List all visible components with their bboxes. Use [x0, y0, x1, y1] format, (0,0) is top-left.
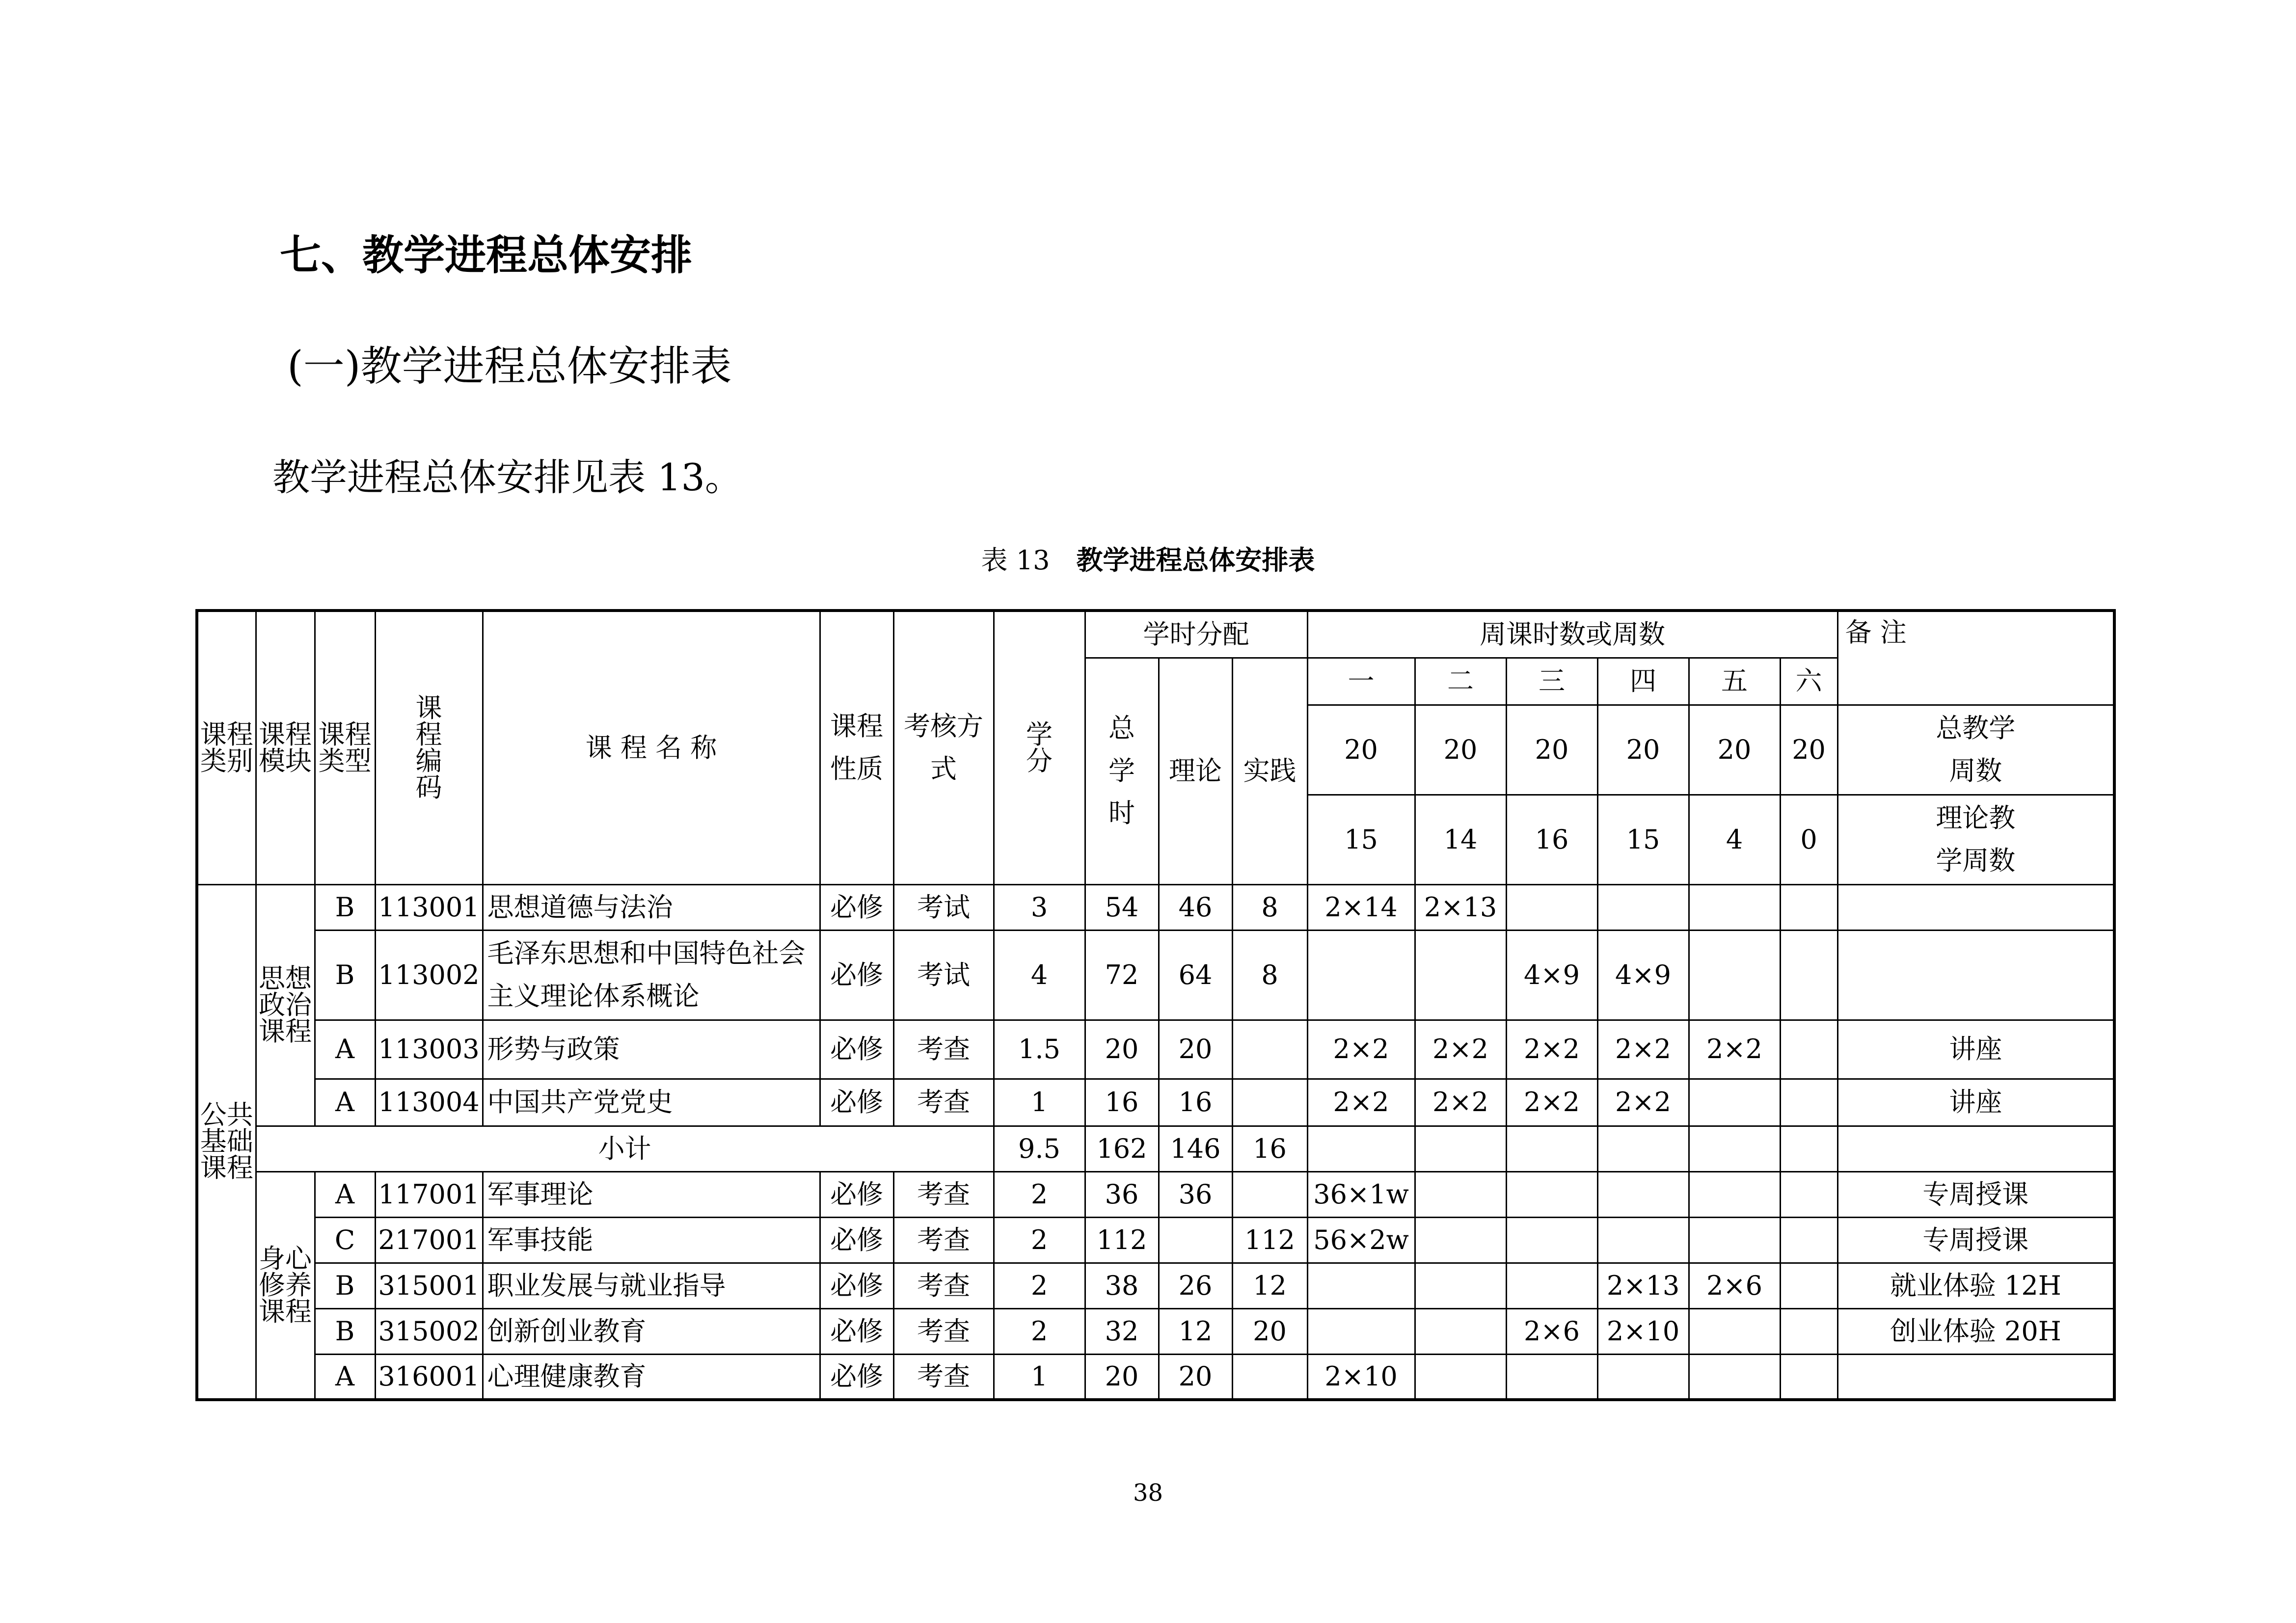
- subsection-heading: (一)教学进程总体安排表: [287, 342, 732, 390]
- course-semester-4: [1597, 1354, 1689, 1400]
- course-practice-hours: [1232, 1354, 1307, 1400]
- course-type: A: [315, 1020, 375, 1079]
- header-code: 课程编码: [375, 611, 483, 884]
- header-semester-5: 五: [1689, 658, 1780, 705]
- course-name: 中国共产党党史: [483, 1079, 820, 1126]
- course-credit: 2: [994, 1171, 1085, 1217]
- course-theory-hours: 26: [1159, 1263, 1232, 1308]
- header-semester-2: 二: [1415, 658, 1506, 705]
- course-total-hours: 54: [1085, 884, 1159, 930]
- course-theory-hours: [1159, 1217, 1232, 1263]
- course-assessment: 考查: [893, 1020, 994, 1079]
- course-total-hours: 32: [1085, 1308, 1159, 1354]
- course-semester-1: 2×14: [1307, 884, 1415, 930]
- course-remark: 专周授课: [1837, 1171, 2114, 1217]
- course-semester-3: [1506, 1354, 1597, 1400]
- table-row: [197, 1020, 2114, 1079]
- course-type: A: [315, 1079, 375, 1126]
- course-semester-5: 2×6: [1689, 1263, 1780, 1308]
- course-semester-1: [1307, 930, 1415, 1020]
- course-remark: [1837, 1354, 2114, 1400]
- table-row: [197, 1217, 2114, 1263]
- course-semester-3: [1506, 1217, 1597, 1263]
- course-credit: 1.5: [994, 1020, 1085, 1079]
- course-semester-2: 2×2: [1415, 1079, 1506, 1126]
- course-name: 军事技能: [483, 1217, 820, 1263]
- course-nature: 必修: [820, 930, 893, 1020]
- theory-weeks-1: 15: [1307, 795, 1415, 884]
- course-semester-2: [1415, 1308, 1506, 1354]
- course-name: 军事理论: [483, 1171, 820, 1217]
- course-assessment: 考查: [893, 1354, 994, 1400]
- course-semester-5: [1689, 1171, 1780, 1217]
- course-theory-hours: 64: [1159, 930, 1232, 1020]
- table-row: [197, 1171, 2114, 1217]
- course-assessment: 考查: [893, 1079, 994, 1126]
- course-type: C: [315, 1217, 375, 1263]
- course-semester-2: [1415, 1217, 1506, 1263]
- subtotal-credit: 9.5: [994, 1126, 1085, 1171]
- subtotal-semester-4: [1597, 1126, 1689, 1171]
- table-row: [197, 1079, 2114, 1126]
- course-nature: 必修: [820, 1263, 893, 1308]
- course-total-hours: 72: [1085, 930, 1159, 1020]
- course-semester-5: [1689, 1308, 1780, 1354]
- course-semester-6: [1780, 1217, 1837, 1263]
- course-assessment: 考查: [893, 1171, 994, 1217]
- course-semester-5: [1689, 1354, 1780, 1400]
- total-weeks-1: 20: [1307, 705, 1415, 795]
- course-type: B: [315, 930, 375, 1020]
- course-theory-hours: 12: [1159, 1308, 1232, 1354]
- course-name: 心理健康教育: [483, 1354, 820, 1400]
- theory-weeks-label: 理论教学周数: [1837, 795, 2114, 884]
- intro-paragraph: 教学进程总体安排见表 13。: [272, 455, 742, 499]
- table-row: [197, 1308, 2114, 1354]
- course-nature: 必修: [820, 1079, 893, 1126]
- header-assessment: 考核方式: [893, 611, 994, 884]
- subtotal-semester-6: [1780, 1126, 1837, 1171]
- course-semester-2: [1415, 1171, 1506, 1217]
- course-name: 创新创业教育: [483, 1308, 820, 1354]
- course-nature: 必修: [820, 1217, 893, 1263]
- course-theory-hours: 16: [1159, 1079, 1232, 1126]
- course-semester-4: 2×2: [1597, 1020, 1689, 1079]
- table-row: [197, 930, 2114, 1020]
- course-credit: 2: [994, 1217, 1085, 1263]
- header-type: 课程类型: [315, 611, 375, 884]
- total-weeks-6: 20: [1780, 705, 1837, 795]
- section-heading: 七、教学进程总体安排: [280, 231, 693, 279]
- course-practice-hours: 8: [1232, 884, 1307, 930]
- course-remark: 就业体验 12H: [1837, 1263, 2114, 1308]
- course-semester-3: [1506, 1171, 1597, 1217]
- header-remarks: 备 注: [1837, 611, 2114, 705]
- course-assessment: 考查: [893, 1263, 994, 1308]
- total-weeks-label: 总教学周数: [1837, 705, 2114, 795]
- course-practice-hours: [1232, 1171, 1307, 1217]
- course-practice-hours: [1232, 1079, 1307, 1126]
- course-theory-hours: 36: [1159, 1171, 1232, 1217]
- table-caption-label: 表 13: [981, 545, 1050, 576]
- course-credit: 4: [994, 930, 1085, 1020]
- course-semester-3: 2×2: [1506, 1020, 1597, 1079]
- course-assessment: 考试: [893, 884, 994, 930]
- header-module: 课程模块: [256, 611, 315, 884]
- course-nature: 必修: [820, 884, 893, 930]
- course-semester-1: [1307, 1263, 1415, 1308]
- course-semester-3: 2×2: [1506, 1079, 1597, 1126]
- header-semester-4: 四: [1597, 658, 1689, 705]
- subtotal-semester-2: [1415, 1126, 1506, 1171]
- course-semester-6: [1780, 1263, 1837, 1308]
- course-semester-5: [1689, 884, 1780, 930]
- theory-weeks-2: 14: [1415, 795, 1506, 884]
- header-weekly-group: 周课时数或周数: [1307, 611, 1837, 658]
- course-semester-5: [1689, 1079, 1780, 1126]
- subtotal-semester-1: [1307, 1126, 1415, 1171]
- course-semester-3: 2×6: [1506, 1308, 1597, 1354]
- subtotal-semester-5: [1689, 1126, 1780, 1171]
- header-practice: 实践: [1232, 658, 1307, 884]
- header-nature: 课程性质: [820, 611, 893, 884]
- course-credit: 1: [994, 1354, 1085, 1400]
- course-nature: 必修: [820, 1354, 893, 1400]
- course-total-hours: 38: [1085, 1263, 1159, 1308]
- course-semester-1: [1307, 1308, 1415, 1354]
- theory-weeks-3: 16: [1506, 795, 1597, 884]
- course-practice-hours: 112: [1232, 1217, 1307, 1263]
- page-number: 38: [1133, 1479, 1163, 1507]
- course-code: 315001: [375, 1263, 483, 1308]
- theory-weeks-5: 4: [1689, 795, 1780, 884]
- total-weeks-5: 20: [1689, 705, 1780, 795]
- course-code: 316001: [375, 1354, 483, 1400]
- header-semester-1: 一: [1307, 658, 1415, 705]
- course-remark: 讲座: [1837, 1020, 2114, 1079]
- course-semester-5: [1689, 930, 1780, 1020]
- table-caption-title: 教学进程总体安排表: [1076, 545, 1315, 576]
- course-semester-6: [1780, 1079, 1837, 1126]
- course-nature: 必修: [820, 1020, 893, 1079]
- course-type: B: [315, 884, 375, 930]
- course-credit: 3: [994, 884, 1085, 930]
- header-semester-6: 六: [1780, 658, 1837, 705]
- course-semester-1: 36×1w: [1307, 1171, 1415, 1217]
- course-total-hours: 36: [1085, 1171, 1159, 1217]
- course-code: 217001: [375, 1217, 483, 1263]
- course-practice-hours: 8: [1232, 930, 1307, 1020]
- course-semester-1: 2×10: [1307, 1354, 1415, 1400]
- course-semester-6: [1780, 884, 1837, 930]
- subtotal-total-hours: 162: [1085, 1126, 1159, 1171]
- course-semester-1: 2×2: [1307, 1079, 1415, 1126]
- course-semester-2: [1415, 930, 1506, 1020]
- category-public-basic: 公共基础课程: [197, 884, 256, 1400]
- course-remark: 讲座: [1837, 1079, 2114, 1126]
- course-semester-3: [1506, 1263, 1597, 1308]
- total-weeks-3: 20: [1506, 705, 1597, 795]
- course-code: 113001: [375, 884, 483, 930]
- course-name: 职业发展与就业指导: [483, 1263, 820, 1308]
- subtotal-remark: [1837, 1126, 2114, 1171]
- course-semester-5: [1689, 1217, 1780, 1263]
- course-remark: 专周授课: [1837, 1217, 2114, 1263]
- course-semester-6: [1780, 1171, 1837, 1217]
- subtotal-practice-hours: 16: [1232, 1126, 1307, 1171]
- course-code: 113002: [375, 930, 483, 1020]
- course-semester-4: [1597, 1217, 1689, 1263]
- course-code: 315002: [375, 1308, 483, 1354]
- course-semester-3: 4×9: [1506, 930, 1597, 1020]
- course-semester-6: [1780, 1020, 1837, 1079]
- course-code: 113003: [375, 1020, 483, 1079]
- header-name: 课 程 名 称: [483, 611, 820, 884]
- subtotal-theory-hours: 146: [1159, 1126, 1232, 1171]
- table-row: [197, 1263, 2114, 1308]
- header-hours-group: 学时分配: [1085, 611, 1307, 658]
- course-credit: 2: [994, 1308, 1085, 1354]
- course-type: A: [315, 1354, 375, 1400]
- course-total-hours: 20: [1085, 1020, 1159, 1079]
- header-category: 课程类别: [197, 611, 256, 884]
- header-theory: 理论: [1159, 658, 1232, 884]
- subtotal-label: 小计: [256, 1126, 994, 1171]
- course-practice-hours: 12: [1232, 1263, 1307, 1308]
- course-remark: 创业体验 20H: [1837, 1308, 2114, 1354]
- course-semester-2: [1415, 1263, 1506, 1308]
- course-code: 113004: [375, 1079, 483, 1126]
- course-credit: 2: [994, 1263, 1085, 1308]
- table-caption: [0, 547, 2296, 574]
- course-semester-1: 56×2w: [1307, 1217, 1415, 1263]
- total-weeks-2: 20: [1415, 705, 1506, 795]
- course-name: 形势与政策: [483, 1020, 820, 1079]
- course-nature: 必修: [820, 1308, 893, 1354]
- course-nature: 必修: [820, 1171, 893, 1217]
- course-semester-4: 2×10: [1597, 1308, 1689, 1354]
- header-semester-3: 三: [1506, 658, 1597, 705]
- course-semester-5: 2×2: [1689, 1020, 1780, 1079]
- course-semester-4: [1597, 884, 1689, 930]
- module-wellbeing: 身心修养课程: [256, 1171, 315, 1400]
- course-code: 117001: [375, 1171, 483, 1217]
- header-credit: 学分: [994, 611, 1085, 884]
- subtotal-semester-3: [1506, 1126, 1597, 1171]
- course-semester-4: [1597, 1171, 1689, 1217]
- course-total-hours: 20: [1085, 1354, 1159, 1400]
- course-total-hours: 112: [1085, 1217, 1159, 1263]
- course-semester-6: [1780, 930, 1837, 1020]
- course-assessment: 考试: [893, 930, 994, 1020]
- course-semester-2: 2×2: [1415, 1020, 1506, 1079]
- course-credit: 1: [994, 1079, 1085, 1126]
- course-assessment: 考查: [893, 1308, 994, 1354]
- course-type: B: [315, 1263, 375, 1308]
- course-total-hours: 16: [1085, 1079, 1159, 1126]
- course-semester-4: 2×2: [1597, 1079, 1689, 1126]
- table-row: [197, 1354, 2114, 1400]
- course-theory-hours: 20: [1159, 1354, 1232, 1400]
- course-theory-hours: 20: [1159, 1020, 1232, 1079]
- module-political: 思想政治课程: [256, 884, 315, 1126]
- course-practice-hours: 20: [1232, 1308, 1307, 1354]
- course-type: A: [315, 1171, 375, 1217]
- course-name: 思想道德与法治: [483, 884, 820, 930]
- schedule-table: [195, 609, 2116, 1401]
- course-semester-2: 2×13: [1415, 884, 1506, 930]
- course-remark: [1837, 930, 2114, 1020]
- course-semester-6: [1780, 1308, 1837, 1354]
- theory-weeks-4: 15: [1597, 795, 1689, 884]
- course-theory-hours: 46: [1159, 884, 1232, 930]
- total-weeks-4: 20: [1597, 705, 1689, 795]
- course-semester-4: 4×9: [1597, 930, 1689, 1020]
- course-practice-hours: [1232, 1020, 1307, 1079]
- header-total-hours: 总学时: [1085, 658, 1159, 884]
- course-semester-6: [1780, 1354, 1837, 1400]
- course-semester-2: [1415, 1354, 1506, 1400]
- course-semester-3: [1506, 884, 1597, 930]
- theory-weeks-6: 0: [1780, 795, 1837, 884]
- table-row: [197, 884, 2114, 930]
- course-semester-4: 2×13: [1597, 1263, 1689, 1308]
- course-type: B: [315, 1308, 375, 1354]
- course-semester-1: 2×2: [1307, 1020, 1415, 1079]
- course-assessment: 考查: [893, 1217, 994, 1263]
- course-name: 毛泽东思想和中国特色社会主义理论体系概论: [483, 930, 820, 1020]
- header-row-1: [197, 611, 2114, 658]
- subtotal-row: [197, 1126, 2114, 1171]
- course-remark: [1837, 884, 2114, 930]
